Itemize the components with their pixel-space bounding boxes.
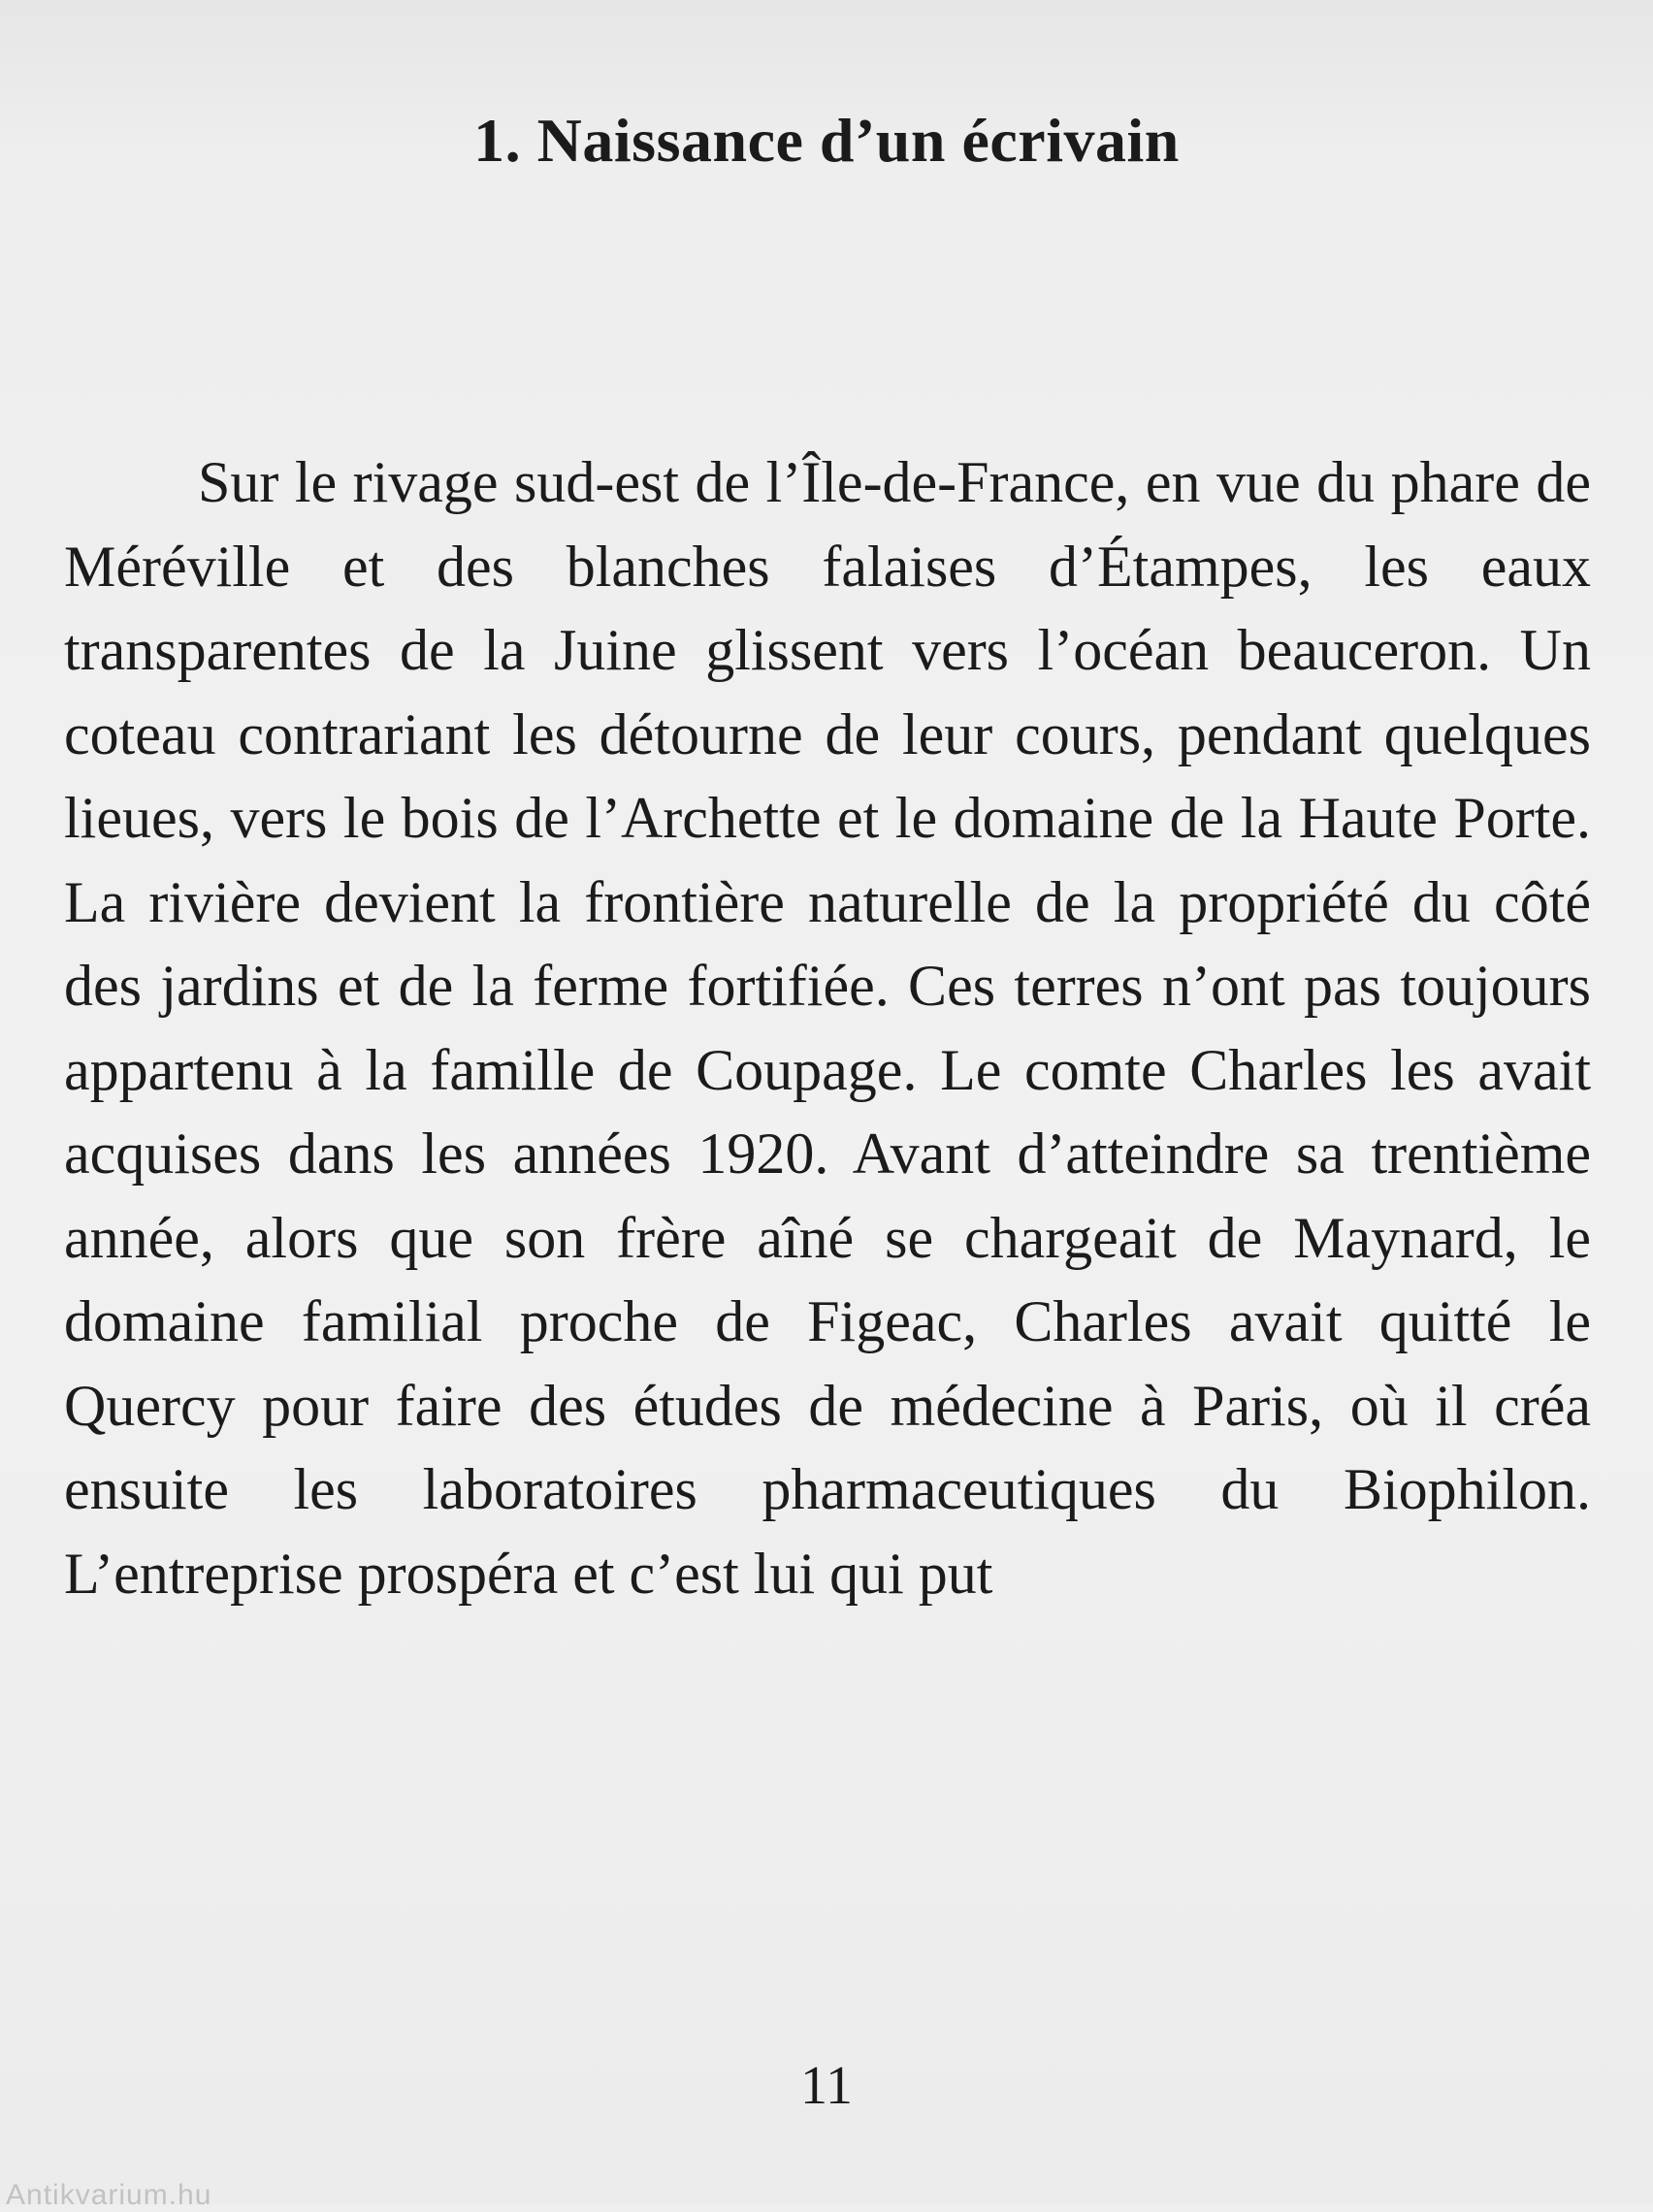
watermark: Antikvarium.hu	[6, 2179, 212, 2211]
body-paragraph: Sur le rivage sud-est de l’Île-de-France, en vue du phare de Méréville et des blanches falaises d’Étampes, les eaux transparentes de la Juine glissent vers l’océan beauceron. Un coteau contrariant les détourne de leur cours, pendant quelques lieues, vers le bois de l’Archette et le domaine de la Haute Porte. La rivière devient la frontière naturelle de la propriété du côté des jardins et de la ferme fortifiée. Ces terres n’ont pas toujours appartenu à la famille de Coupage. Le comte Charles les avait acquises dans les années 1920. Avant d’atteindre sa trentième année, alors que son frère aîné se chargeait de Maynard, le domaine familial proche de Figeac, Charles avait quitté le Quercy pour faire des études de médecine à Paris, où il créa ensuite les laboratoires pharmaceutiques du Biophilon. L’entreprise prospéra et c’est lui qui put	[64, 450, 1591, 1606]
chapter-title: 1. Naissance d’un écrivain	[473, 106, 1180, 175]
page-number: 11	[800, 2056, 853, 2116]
